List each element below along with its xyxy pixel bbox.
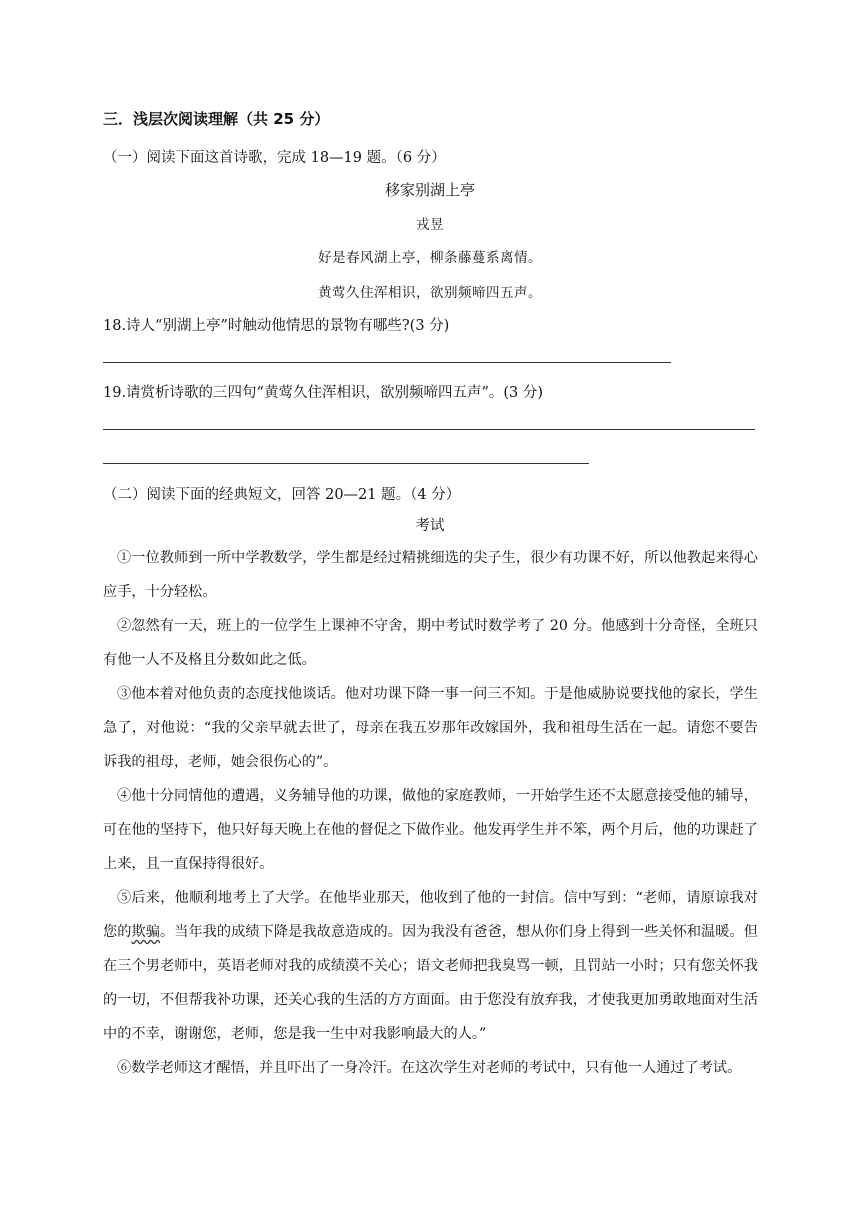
paragraph-5 — [103, 881, 758, 1051]
answer-line-18[interactable] — [103, 362, 671, 363]
marked-word: 欺骗 — [131, 924, 160, 940]
question-19: 19.请赏析诗歌的三四句“黄莺久住浑相识，欲别频啼四五声”。(3 分) — [103, 385, 544, 401]
question-18: 18.诗人“别湖上亭”时触动他情思的景物有哪些?(3 分) — [103, 318, 450, 334]
paragraph-5-text-a: ⑤后来，他顺利地考上了大学。在他毕业那天，他收到了他的一封信。信中写到：“老师，请原谅我对您的 — [103, 890, 758, 940]
poem-line-1: 好是春风湖上亭，柳条藤蔓系离情。 — [318, 250, 542, 266]
paragraph-1: ①一位教师到一所中学教数学，学生都是经过精挑细选的尖子生，很少有功课不好，所以他教起来得心应手，十分轻松。 — [103, 550, 758, 600]
part2-instruction: （二）阅读下面的经典短文，回答 20—21 题。（4 分） — [103, 487, 461, 503]
paragraph-3: ③他本着对他负责的态度找他谈话。他对功课下降一事一问三不知。于是他威胁说要找他的家长，学生急了，对他说：“我的父亲早就去世了，母亲在我五岁那年改嫁国外，我和祖母生活在一起。请您不要告诉我的祖母，老师，她会很伤心的”。 — [103, 686, 758, 770]
answer-line-19b[interactable] — [103, 463, 589, 464]
paragraph-6: ⑥数学老师这才醒悟，并且吓出了一身冷汗。在这次学生对老师的考试中，只有他一人通过了考试。 — [117, 1060, 742, 1076]
paragraph-2: ②忽然有一天，班上的一位学生上课神不守舍，期中考试时数学考了 20 分。他感到十分奇怪，全班只有他一人不及格且分数如此之低。 — [103, 618, 758, 668]
answer-line-19a[interactable] — [103, 429, 755, 430]
poem-author: 戎昱 — [416, 217, 444, 233]
section-heading: 三．浅层次阅读理解（共 25 分） — [103, 110, 330, 128]
paragraph-4: ④他十分同情他的遭遇，义务辅导他的功课，做他的家庭教师，一开始学生还不太愿意接受他的辅导，可在他的坚持下，他只好每天晚上在他的督促之下做作业。他发再学生并不笨，两个月后，他的功课赶了上来，且一直保持得很好。 — [103, 788, 758, 872]
paragraph-5-text-b: 。当年我的成绩下降是我故意造成的。因为我没有爸爸，想从你们身上得到一些关怀和温暖。但在三个男老师中，英语老师对我的成绩漠不关心；语文老师把我臭骂一顿，且罚站一小时；只有您关怀我的一切，不但帮我补功课，还关心我的生活的方方面面。由于您没有放弃我，才使我更加勇敢地面对生活中的不幸，谢谢您，老师，您是我一生中对我影响最大的人。” — [103, 924, 758, 1042]
article-title: 考试 — [415, 518, 445, 534]
part1-instruction: （一）阅读下面这首诗歌，完成 18—19 题。（6 分） — [103, 150, 446, 166]
poem-line-2: 黄莺久住浑相识，欲别频啼四五声。 — [318, 285, 542, 301]
poem-title: 移家别湖上亭 — [384, 181, 475, 199]
